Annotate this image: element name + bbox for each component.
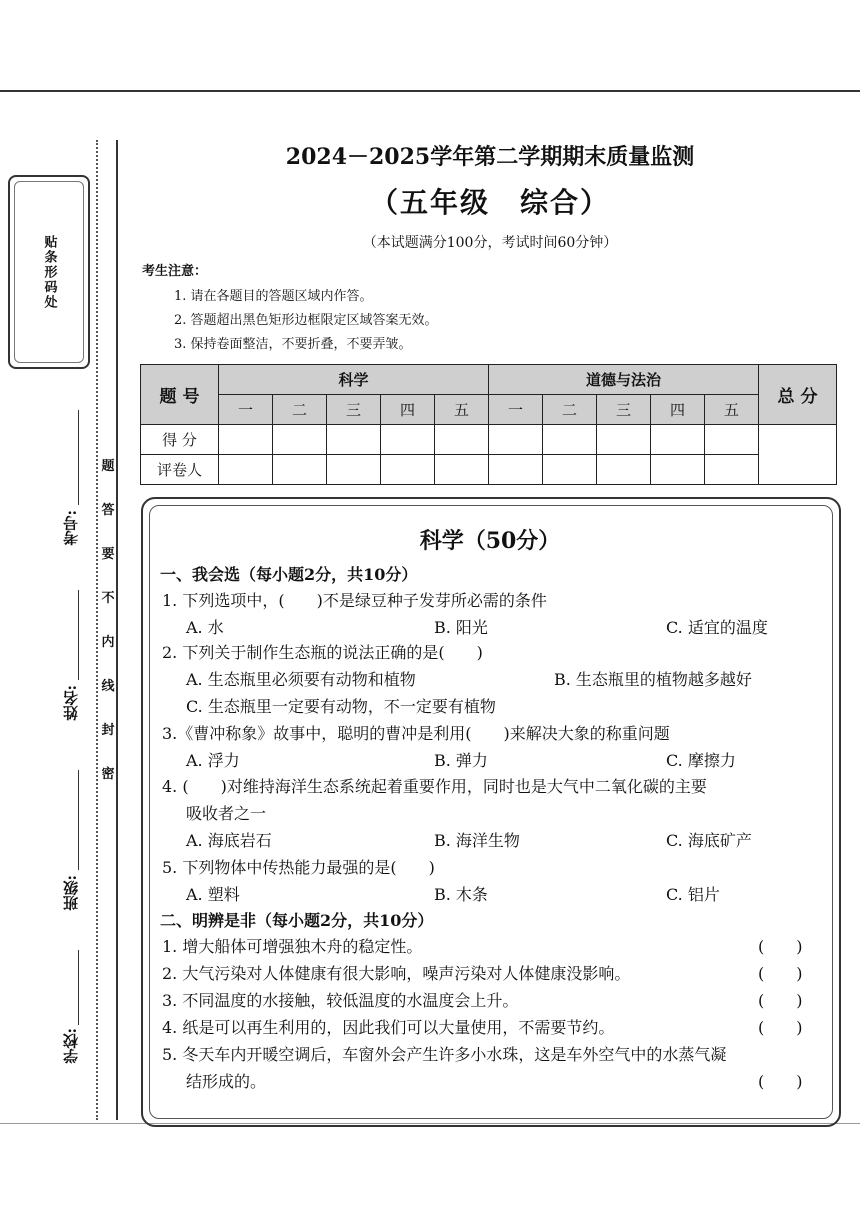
notice-item: 1. 请在各题目的答题区域内作答。: [174, 289, 373, 304]
notice: [142, 260, 438, 357]
field-banji[interactable]: 班级:: [60, 770, 100, 920]
judge-1-bracket[interactable]: ( ): [758, 937, 803, 956]
field-kaohao[interactable]: 考号:: [60, 410, 100, 560]
barcode-label: 贴条形码处: [41, 234, 57, 310]
exam-title: 2024－2025学年第二学期期末质量监测: [285, 144, 695, 170]
judge-1: 1. 增大船体可增强独木舟的稳定性。: [162, 937, 423, 956]
question-4-cont: 吸收者之一: [186, 804, 267, 823]
score-cell[interactable]: [705, 425, 759, 455]
q1-option-b[interactable]: B. 阳光: [434, 618, 488, 637]
grader-cell[interactable]: [273, 455, 327, 485]
notice-item: 2. 答题超出黑色矩形边框限定区域答案无效。: [174, 313, 438, 328]
q1-option-a[interactable]: A. 水: [186, 618, 224, 637]
judge-5: 5. 冬天车内开暖空调后，车窗外会产生许多小水珠，这是车外空气中的水蒸气凝: [162, 1045, 727, 1064]
judge-2: 2. 大气污染对人体健康有很大影响，噪声污染对人体健康没影响。: [162, 964, 631, 983]
science-title: 科学（50分）: [419, 528, 561, 554]
grader-cell[interactable]: [327, 455, 381, 485]
barcode-area: [8, 175, 90, 369]
question-1: 1. 下列选项中，( )不是绿豆种子发芽所必需的条件: [162, 591, 547, 610]
q5-option-c[interactable]: C. 铝片: [666, 885, 720, 904]
q5-option-a[interactable]: A. 塑料: [186, 885, 240, 904]
grader-cell[interactable]: [489, 455, 543, 485]
q2-option-b[interactable]: B. 生态瓶里的植物越多越好: [554, 670, 752, 689]
notice-head: 考生注意：: [142, 264, 208, 279]
q2-option-c[interactable]: C. 生态瓶里一定要有动物，不一定要有植物: [186, 697, 496, 716]
seal-text: 题 答 要 不 内 线 封 密: [101, 459, 115, 782]
score-cell[interactable]: [219, 425, 273, 455]
exam-info: （本试题满分100分，考试时间60分钟）: [362, 235, 618, 251]
judge-3-bracket[interactable]: ( ): [758, 991, 803, 1010]
score-cell[interactable]: [597, 425, 651, 455]
total-score-cell[interactable]: [759, 425, 837, 485]
question-5: 5. 下列物体中传热能力最强的是( ): [162, 858, 435, 877]
question-4: 4. ( )对维持海洋生态系统起着重要作用，同时也是大气中二氧化碳的主要: [162, 777, 707, 796]
question-2: 2. 下列关于制作生态瓶的说法正确的是( ): [162, 643, 483, 662]
q5-option-b[interactable]: B. 木条: [434, 885, 488, 904]
grader-cell[interactable]: [435, 455, 489, 485]
q3-option-a[interactable]: A. 浮力: [186, 751, 240, 770]
score-table: 题 号 科学 道德与法治 总 分 一 二 三 四 五 一 二 三 四 五 得 分 评卷人: [140, 364, 837, 485]
row-pingjuan: 评卷人: [141, 455, 219, 485]
judge-4-bracket[interactable]: ( ): [758, 1018, 803, 1037]
col-tihao: 题 号: [141, 365, 219, 425]
score-cell[interactable]: [543, 425, 597, 455]
col-total: 总 分: [759, 365, 837, 425]
score-cell[interactable]: [435, 425, 489, 455]
judge-4: 4. 纸是可以再生利用的，因此我们可以大量使用，不需要节约。: [162, 1018, 615, 1037]
judge-2-bracket[interactable]: ( ): [758, 964, 803, 983]
score-cell[interactable]: [651, 425, 705, 455]
notice-item: 3. 保持卷面整洁，不要折叠，不要弄皱。: [174, 337, 412, 352]
grader-cell[interactable]: [543, 455, 597, 485]
part1-heading: 一、我会选（每小题2分，共10分）: [160, 565, 418, 584]
col-morality: 道德与法治: [489, 365, 759, 395]
q1-option-c[interactable]: C. 适宜的温度: [666, 618, 768, 637]
grader-cell[interactable]: [381, 455, 435, 485]
part2-heading: 二、明辨是非（每小题2分，共10分）: [160, 911, 434, 930]
score-cell[interactable]: [327, 425, 381, 455]
grader-cell[interactable]: [651, 455, 705, 485]
judge-3: 3. 不同温度的水接触，较低温度的水温度会上升。: [162, 991, 519, 1010]
q4-option-c[interactable]: C. 海底矿产: [666, 831, 752, 850]
q3-option-b[interactable]: B. 弹力: [434, 751, 488, 770]
field-xuexiao[interactable]: 学校:: [60, 950, 100, 1080]
grader-cell[interactable]: [705, 455, 759, 485]
col-science: 科学: [219, 365, 489, 395]
exam-subtitle: （五年级 综合）: [369, 186, 610, 219]
seal-solid-line: [116, 140, 118, 1120]
q3-option-c[interactable]: C. 摩擦力: [666, 751, 736, 770]
q2-option-a[interactable]: A. 生态瓶里必须要有动物和植物: [186, 670, 416, 689]
score-cell[interactable]: [489, 425, 543, 455]
question-3: 3.《曹冲称象》故事中，聪明的曹冲是利用( )来解决大象的称重问题: [162, 724, 670, 743]
q4-option-b[interactable]: B. 海洋生物: [434, 831, 520, 850]
judge-5-bracket[interactable]: ( ): [758, 1072, 803, 1091]
grader-cell[interactable]: [597, 455, 651, 485]
row-defen: 得 分: [141, 425, 219, 455]
score-cell[interactable]: [381, 425, 435, 455]
score-cell[interactable]: [273, 425, 327, 455]
top-border-line: [0, 90, 860, 92]
field-xingming[interactable]: 姓名:: [60, 590, 100, 740]
judge-5-cont: 结形成的。: [186, 1072, 267, 1091]
grader-cell[interactable]: [219, 455, 273, 485]
q4-option-a[interactable]: A. 海底岩石: [186, 831, 272, 850]
